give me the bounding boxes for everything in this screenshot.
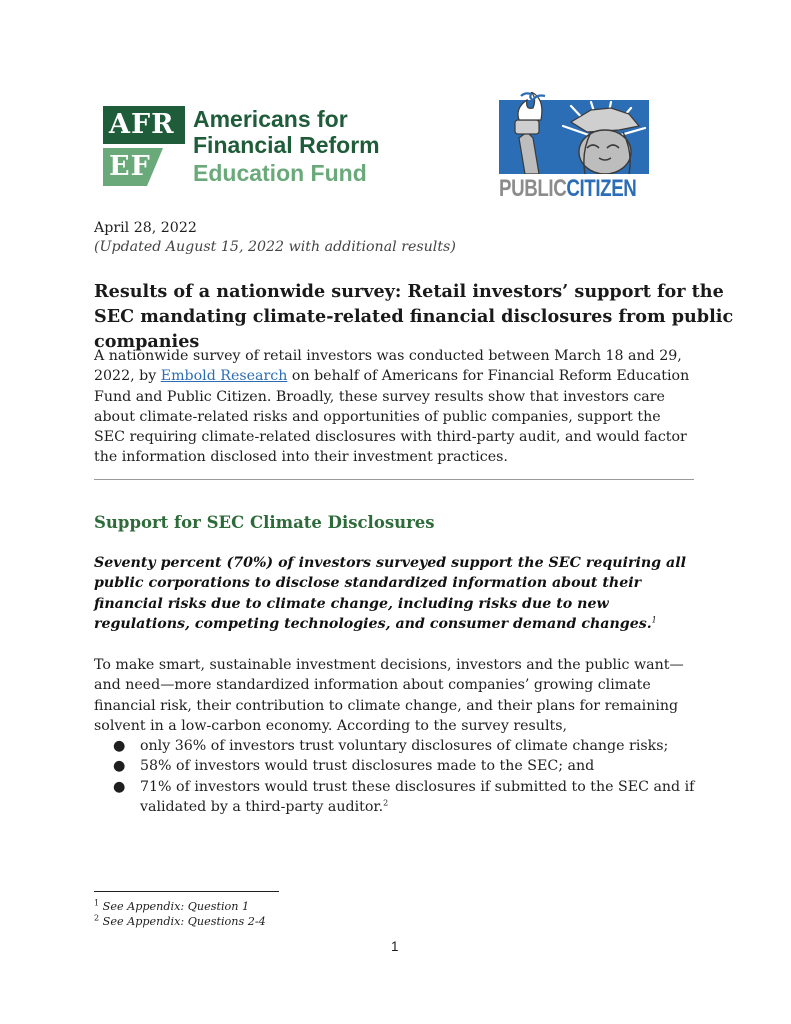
footnote-text: See Appendix: Questions 2-4 bbox=[102, 915, 266, 928]
statue-of-liberty-icon bbox=[499, 92, 651, 174]
bullet-text: 71% of investors would trust these disclosures if submitted to the SEC and if validated by a third-party auditor. bbox=[140, 778, 695, 815]
document-date: April 28, 2022 bbox=[94, 220, 197, 236]
bullet-text: 58% of investors would trust disclosures made to the SEC; and bbox=[140, 758, 595, 775]
bullet-icon: ● bbox=[113, 758, 126, 775]
intro-text-after-link: on behalf of Americans for Financial Reform Education Fund and Public Citizen. Broadly, these survey results show that investors care about climate-related risks and opportunities of public companies, support the SEC requiring climate-related disclosures with third-party audit, and would factor the information disclosed into their investment practices. bbox=[94, 368, 690, 466]
bullet-icon: ● bbox=[113, 738, 126, 754]
key-finding-text: Seventy percent (70%) of investors surveyed support the SEC requiring all public corporations to disclose standardized information about their financial risks due to climate change, including risks due to new regulations, competing technologies, and consumer demand changes. bbox=[94, 555, 686, 632]
public-citizen-word-citizen: CITIZEN bbox=[566, 175, 637, 202]
footnote-rule bbox=[94, 891, 279, 892]
bullet-text: only 36% of investors trust voluntary disclosures of climate change risks; bbox=[140, 738, 669, 754]
footnote-ref-2[interactable]: 2 bbox=[383, 798, 389, 808]
results-bullet-list bbox=[94, 736, 714, 817]
public-citizen-word-public: PUBLIC bbox=[499, 175, 567, 202]
footnote-text: See Appendix: Question 1 bbox=[102, 900, 250, 913]
afr-logo-line-3: Education Fund bbox=[193, 160, 367, 186]
afr-logo-box-bottom-text: EF bbox=[109, 151, 151, 182]
afr-logo-line-1: Americans for bbox=[193, 106, 348, 132]
footnote-number: 2 bbox=[94, 913, 100, 923]
afr-logo bbox=[103, 106, 403, 188]
footnote-2 bbox=[94, 914, 266, 929]
intro-text-before-link: A nationwide survey of retail investors was conducted between March 18 and 29, 2022, by bbox=[94, 348, 682, 385]
key-finding-paragraph bbox=[94, 553, 704, 634]
survey-results-paragraph: To make smart, sustainable investment decisions, investors and the public want—and need—more standardized information about companies’ growing climate financial risk, their contribution to climate change, and their plans for remaining solvent in a low-carbon economy. According to the survey results, bbox=[94, 657, 684, 734]
afr-logo-line-2: Financial Reform bbox=[193, 132, 380, 158]
list-item bbox=[94, 736, 714, 756]
public-citizen-logo bbox=[499, 92, 651, 206]
section-heading: Support for SEC Climate Disclosures bbox=[94, 513, 435, 532]
document-title: Results of a nationwide survey: Retail investors’ support for the SEC mandating climate-related financial disclosures from public companies bbox=[94, 281, 734, 352]
intro-paragraph bbox=[94, 346, 694, 468]
footnote-1 bbox=[94, 899, 249, 914]
list-item bbox=[94, 756, 714, 776]
footnote-number: 1 bbox=[94, 898, 100, 908]
afr-logo-box-top: AFR bbox=[103, 106, 185, 144]
updated-note: (Updated August 15, 2022 with additional results) bbox=[94, 239, 456, 255]
embold-research-link[interactable]: Embold Research bbox=[160, 368, 288, 385]
bullet-icon: ● bbox=[113, 778, 126, 795]
public-citizen-wordmark bbox=[499, 174, 637, 204]
page-number: 1 bbox=[391, 939, 399, 954]
section-divider bbox=[94, 479, 694, 480]
list-item bbox=[94, 777, 714, 818]
footnote-ref-1[interactable]: 1 bbox=[651, 615, 657, 625]
afr-logo-box-bottom bbox=[103, 148, 185, 186]
